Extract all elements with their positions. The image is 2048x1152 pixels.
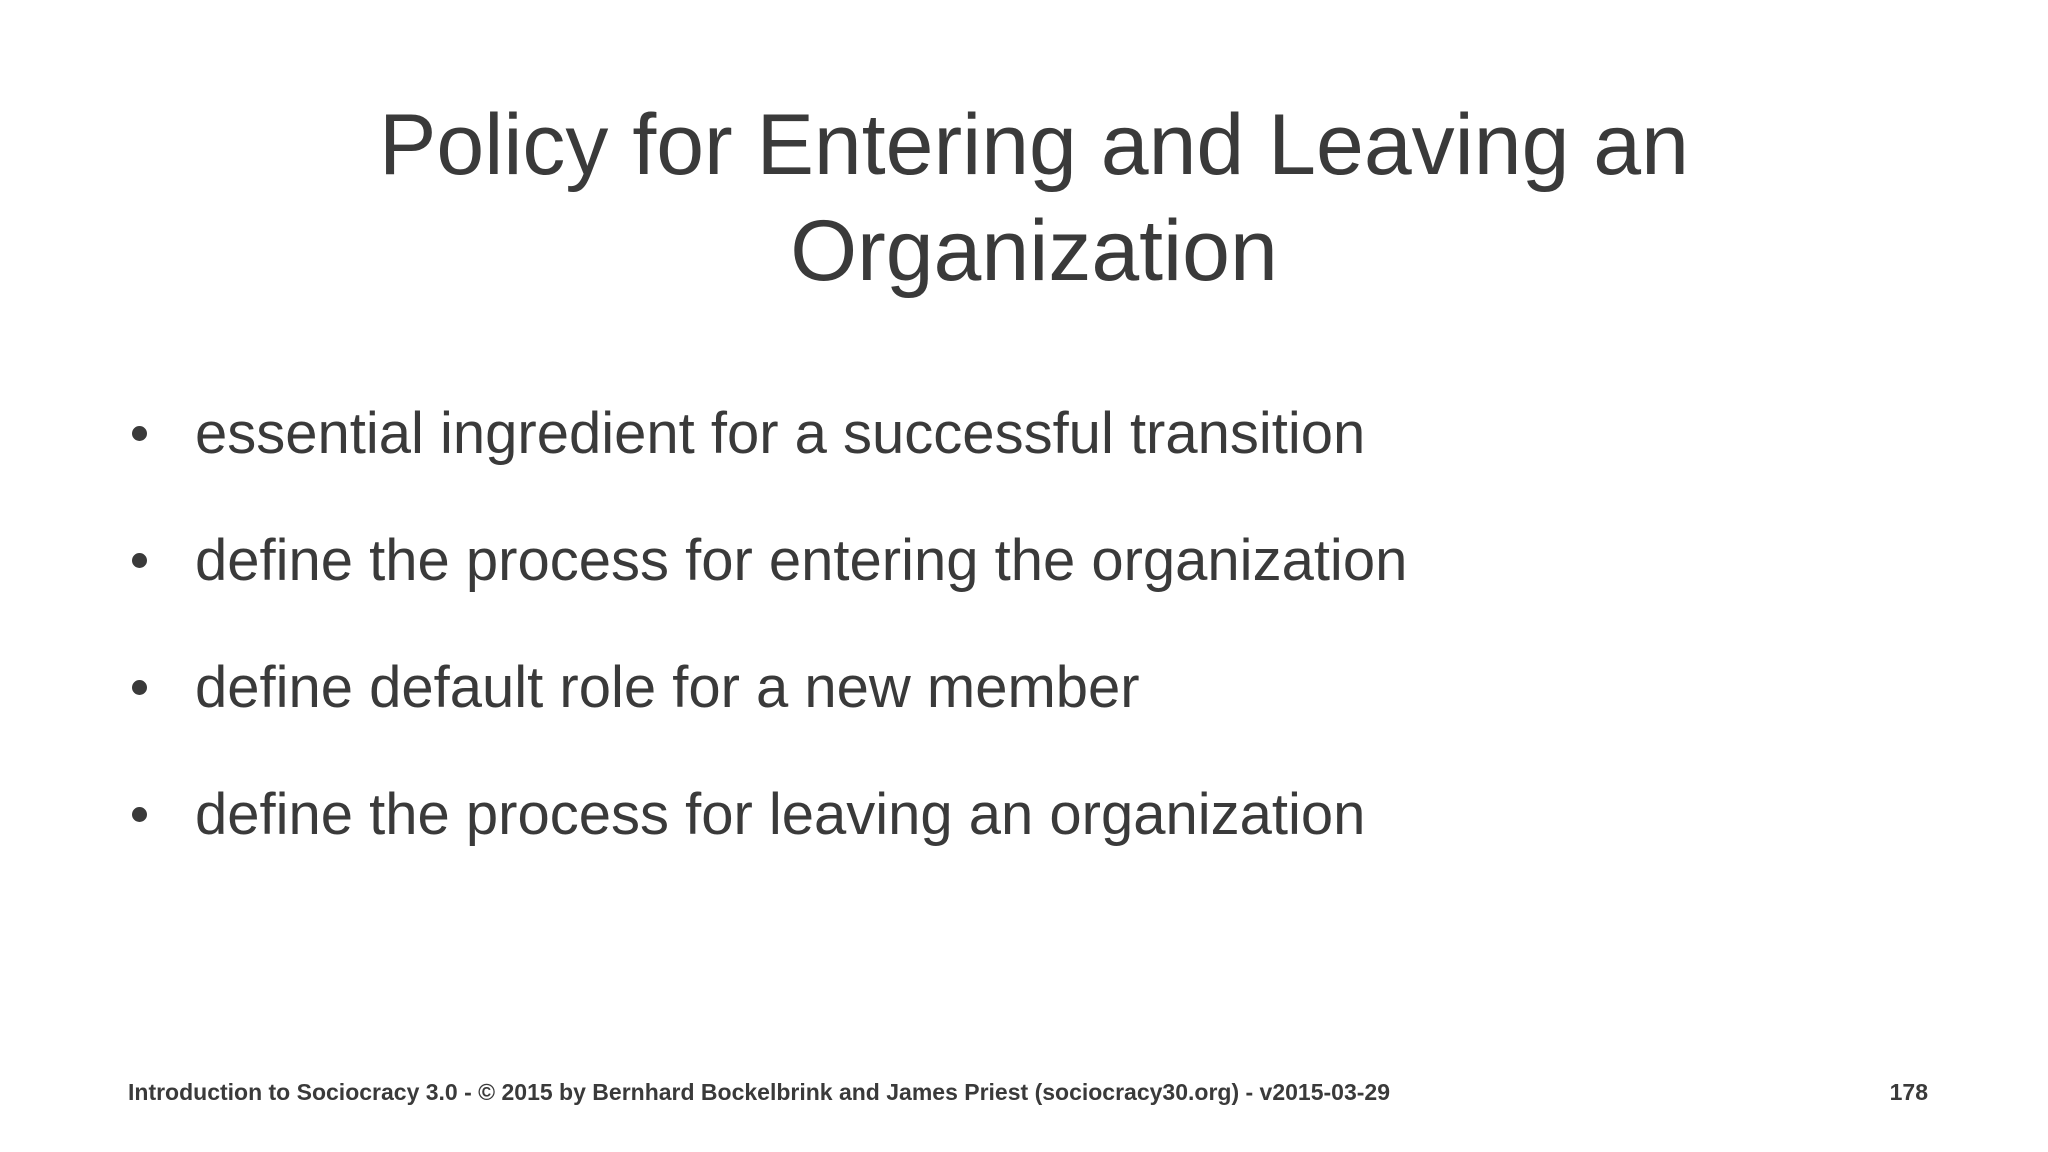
- bullet-list: [124, 370, 1407, 878]
- footer-credit: Introduction to Sociocracy 3.0 - © 2015 by Bernhard Bockelbrink and James Priest (sociocracy30.org) - v2015-03-29: [128, 1079, 1390, 1105]
- bullet-item: [124, 370, 1407, 497]
- bullet-text: define the process for entering the organization: [195, 528, 1408, 593]
- bullet-icon: [132, 426, 147, 441]
- bullet-text: define default role for a new member: [195, 655, 1140, 720]
- bullet-icon: [132, 553, 147, 568]
- bullet-icon: [132, 807, 147, 822]
- bullet-item: [124, 624, 1407, 751]
- bullet-text: essential ingredient for a successful transition: [195, 401, 1366, 466]
- bullet-item: [124, 751, 1407, 878]
- bullet-icon: [132, 680, 147, 695]
- slide-title: Policy for Entering and Leaving an Organization: [379, 97, 1689, 299]
- bullet-item: [124, 497, 1407, 624]
- page-number: 178: [1889, 1079, 1928, 1105]
- bullet-text: define the process for leaving an organization: [195, 782, 1366, 847]
